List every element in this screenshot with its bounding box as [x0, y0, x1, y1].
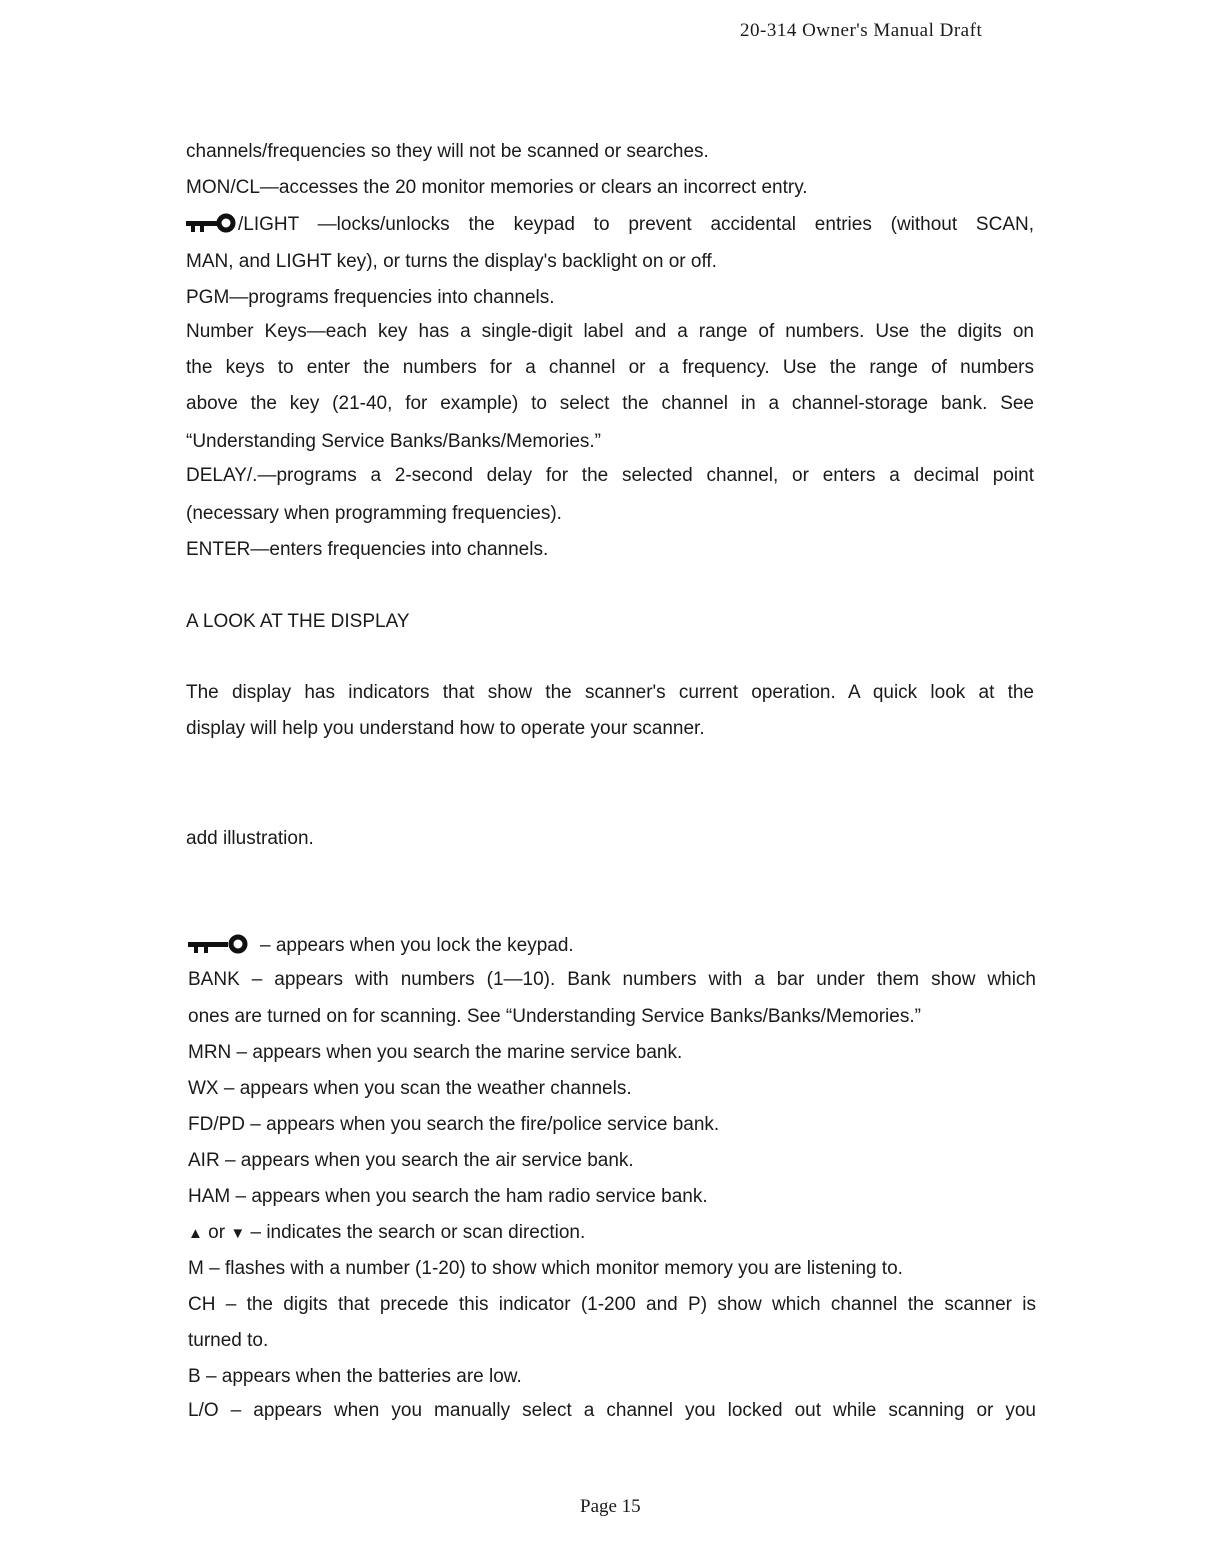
text-line: display will help you understand how to operate your scanner. [186, 718, 705, 739]
lock-indicator-desc: – appears when you lock the keypad. [260, 935, 574, 956]
text-line: ones are turned on for scanning. See “Understanding Service Banks/Banks/Memories.” [188, 1006, 921, 1027]
text-line: BANK – appears with numbers (1—10). Bank numbers with a bar under them show which [188, 969, 1036, 990]
key-lock-icon [188, 934, 250, 960]
text-line: Number Keys—each key has a single-digit label and a range of numbers. Use the digits on [186, 321, 1034, 342]
page-header: 20-314 Owner's Manual Draft [740, 20, 983, 41]
direction-indicator [188, 1222, 1036, 1245]
triangle-up-icon: ▲ [188, 1225, 203, 1242]
text-line: MRN – appears when you search the marine service bank. [188, 1042, 683, 1063]
text-line: CH – the digits that precede this indicator (1-200 and P) show which channel the scanner is [188, 1294, 1036, 1315]
text-line: The display has indicators that show the scanner's current operation. A quick look at the [186, 682, 1034, 703]
section-heading: A LOOK AT THE DISPLAY [186, 611, 410, 632]
text-line: MAN, and LIGHT key), or turns the display's backlight on or off. [186, 251, 717, 272]
text-line: AIR – appears when you search the air service bank. [188, 1150, 634, 1171]
text-line: L/O – appears when you manually select a channel you locked out while scanning or you [188, 1400, 1036, 1421]
text-line: FD/PD – appears when you search the fire/police service bank. [188, 1114, 720, 1135]
text-line: MON/CL—accesses the 20 monitor memories or clears an incorrect entry. [186, 177, 808, 198]
page-number: Page 15 [580, 1496, 641, 1517]
or-text: or [208, 1222, 226, 1243]
illustration-placeholder: add illustration. [186, 828, 314, 849]
triangle-down-icon: ▼ [230, 1225, 246, 1242]
text-line: turned to. [188, 1330, 269, 1351]
text-line: ENTER—enters frequencies into channels. [186, 539, 549, 560]
text-line: WX – appears when you scan the weather channels. [188, 1078, 632, 1099]
text-line: PGM—programs frequencies into channels. [186, 287, 555, 308]
text-line: B – appears when the batteries are low. [188, 1366, 522, 1387]
text-line: the keys to enter the numbers for a channel or a frequency. Use the range of numbers [186, 357, 1034, 378]
text-line: HAM – appears when you search the ham radio service bank. [188, 1186, 708, 1207]
text-line: above the key (21-40, for example) to select the channel in a channel-storage bank. See [186, 393, 1034, 414]
direction-desc: – indicates the search or scan direction. [250, 1222, 586, 1243]
text-line [186, 213, 1034, 239]
light-key-desc: /LIGHT —locks/unlocks the keypad to prevent accidental entries (without SCAN, [238, 214, 1034, 235]
text-line: “Understanding Service Banks/Banks/Memories.” [186, 431, 602, 452]
text-line: (necessary when programming frequencies). [186, 503, 562, 524]
indicator-lock [188, 934, 1036, 960]
text-line: channels/frequencies so they will not be scanned or searches. [186, 141, 709, 162]
key-lock-icon [186, 213, 236, 239]
text-line: DELAY/.—programs a 2-second delay for the selected channel, or enters a decimal point [186, 465, 1034, 486]
text-line: M – flashes with a number (1-20) to show which monitor memory you are listening to. [188, 1258, 903, 1279]
